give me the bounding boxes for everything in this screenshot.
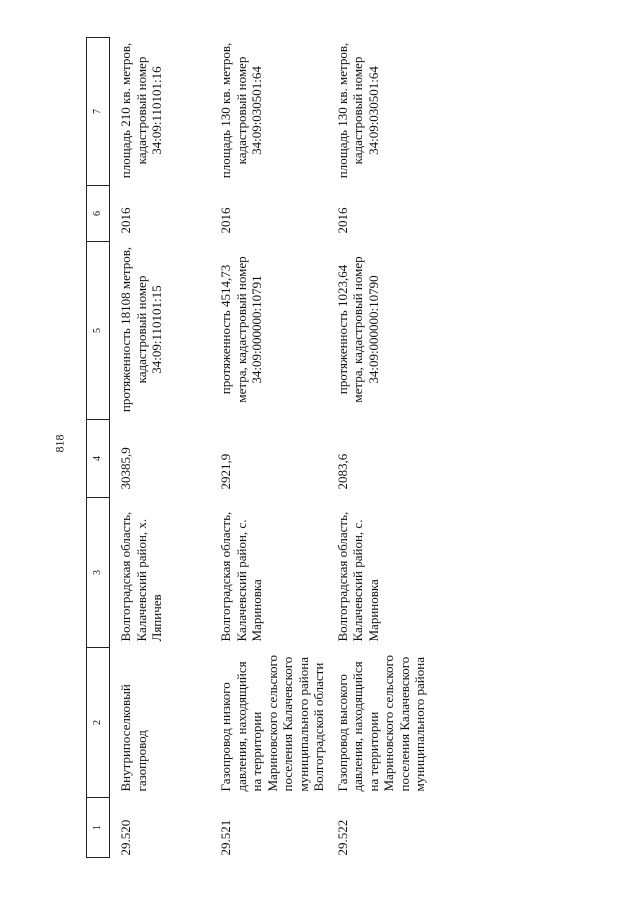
column-header-6: 6 bbox=[87, 186, 110, 242]
object-name: Газопровод низкого давления, находящийся на территории Мариновского сельского поселения Калачевского муниципального района Волгоградской области bbox=[218, 654, 326, 792]
table-row bbox=[110, 38, 211, 858]
row-number: 29.522 bbox=[334, 819, 350, 856]
land-plot-info: площадь 130 кв. метров, кадастровый номер 34:09:030501:64 bbox=[218, 42, 264, 179]
object-name: Газопровод высокого давления, находящийся на территории Мариновского сельского поселения Калачевского муниципального района bbox=[334, 654, 427, 792]
object-year: 2016 bbox=[218, 207, 233, 234]
object-year: 2016 bbox=[118, 207, 133, 234]
object-value: 2921,9 bbox=[218, 453, 233, 490]
column-header-3: 3 bbox=[87, 498, 110, 648]
object-location: Волгоградская область, Калачевский район, с. Мариновка bbox=[334, 511, 381, 642]
table-row bbox=[327, 38, 439, 858]
object-value: 30385,9 bbox=[118, 447, 133, 490]
table-row bbox=[210, 38, 327, 858]
object-characteristics: протяженность 1023,64 метра, кадастровый номер 34:09:000000:10790 bbox=[334, 256, 381, 403]
land-plot-info: площадь 210 кв. метров, кадастровый номер 34:09:110101:16 bbox=[118, 42, 164, 179]
property-table bbox=[86, 37, 439, 858]
object-location: Волгоградская область, Калачевский район, х. Ляпичев bbox=[118, 511, 164, 642]
row-number: 29.520 bbox=[118, 819, 133, 856]
column-header-4: 4 bbox=[87, 420, 110, 498]
object-characteristics: протяженность 4514,73 метра, кадастровый номер 34:09:000000:10791 bbox=[218, 256, 264, 403]
header-row bbox=[87, 38, 110, 858]
column-header-1: 1 bbox=[87, 798, 110, 858]
object-value: 2083,6 bbox=[334, 453, 350, 490]
object-characteristics: протяженность 18108 метров, кадастровый номер 34:09:110101:15 bbox=[118, 246, 164, 413]
rotated-table-container bbox=[86, 38, 586, 858]
object-year: 2016 bbox=[334, 207, 350, 234]
column-header-2: 2 bbox=[87, 648, 110, 798]
row-number: 29.521 bbox=[218, 819, 233, 856]
column-header-7: 7 bbox=[87, 38, 110, 186]
land-plot-info: площадь 130 кв. метров, кадастровый номер 34:09:030501:64 bbox=[334, 42, 381, 179]
page-number: 818 bbox=[52, 434, 67, 453]
column-header-5: 5 bbox=[87, 242, 110, 420]
object-name: Внутрипоселковый газопровод bbox=[118, 684, 149, 792]
object-location: Волгоградская область, Калачевский район, с. Мариновка bbox=[218, 511, 264, 642]
